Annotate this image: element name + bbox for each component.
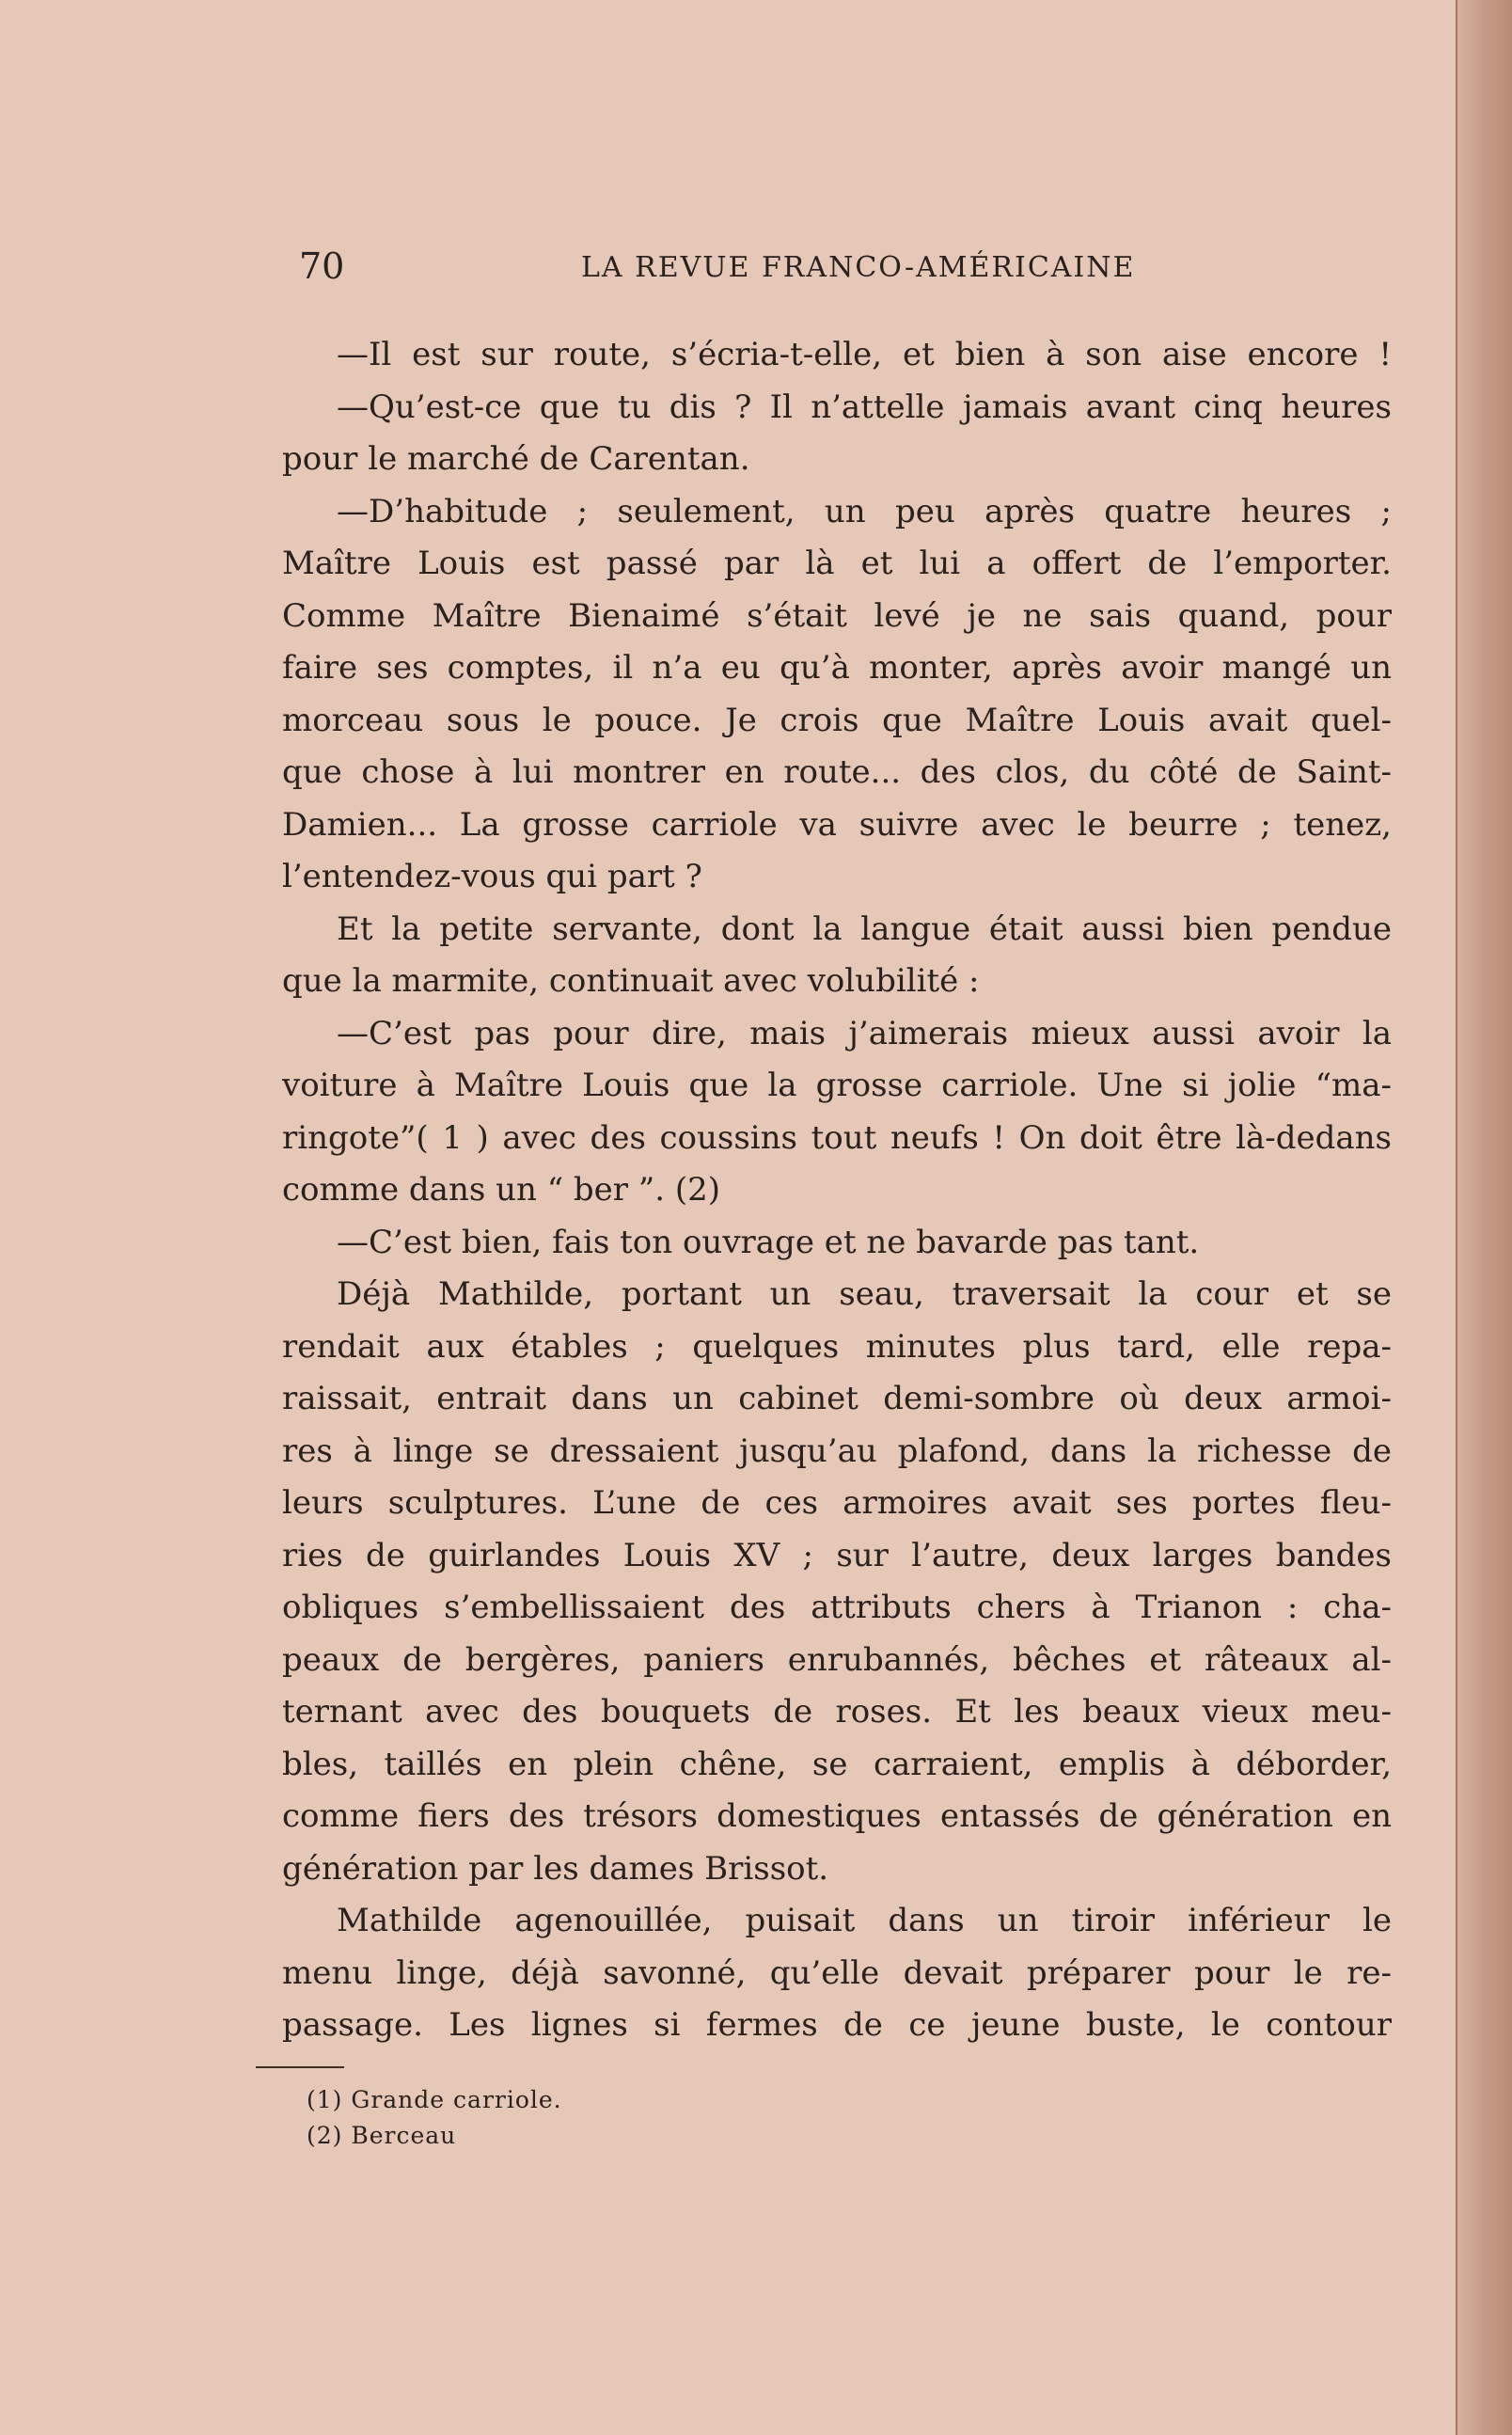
footnote: (1) Grande carriole.: [307, 2086, 562, 2113]
text-line: res à linge se dressaient jusqu’au plafond, dans la richesse de: [282, 1431, 1392, 1470]
text-line: peaux de bergères, paniers enrubannés, bêches et râteaux al-: [282, 1640, 1392, 1679]
text-line: génération par les dames Brissot.: [282, 1849, 829, 1888]
text-line: ternant avec des bouquets de roses. Et les beaux vieux meu-: [282, 1693, 1392, 1731]
text-line: Damien... La grosse carriole va suivre avec le beurre ; tenez,: [282, 805, 1392, 844]
running-head: [299, 243, 1409, 290]
footnotes: [307, 2082, 562, 2154]
text-line: —Qu’est-ce que tu dis ? Il n’attelle jamais avant cinq heures: [337, 387, 1392, 426]
text-line: voiture à Maître Louis que la grosse carriole. Une si jolie “ma-: [282, 1067, 1392, 1104]
text-line: ries de guirlandes Louis XV ; sur l’autre, deux larges bandes: [282, 1536, 1392, 1574]
text-line: Déjà Mathilde, portant un seau, traversait la cour et se: [337, 1275, 1392, 1313]
text-line: passage. Les lignes si fermes de ce jeune buste, le contour: [282, 2006, 1392, 2044]
text-line: rendait aux étables ; quelques minutes plus tard, elle repa-: [282, 1327, 1392, 1366]
text-line: Maître Louis est passé par là et lui a offert de l’emporter.: [282, 545, 1392, 582]
text-line: Comme Maître Bienaimé s’était levé je ne sais quand, pour: [282, 596, 1392, 635]
text-line: —C’est pas pour dire, mais j’aimerais mieux aussi avoir la: [337, 1014, 1392, 1052]
footnote-rule: [256, 2066, 344, 2068]
text-line: menu linge, déjà savonné, qu’elle devait préparer pour le re-: [282, 1953, 1392, 1992]
text-line: que la marmite, continuait avec volubilité :: [282, 962, 980, 1000]
text-line: que chose à lui montrer en route... des clos, du côté de Saint-: [282, 753, 1392, 791]
text-line: raissait, entrait dans un cabinet demi-sombre où deux armoi-: [282, 1380, 1392, 1417]
text-line: faire ses comptes, il n’a eu qu’à monter, après avoir mangé un: [282, 649, 1392, 687]
text-line: l’entendez-vous qui part ?: [282, 858, 702, 895]
text-line: comme fiers des trésors domestiques entassés de génération en: [282, 1797, 1392, 1835]
text-line: comme dans un “ ber ”. (2): [282, 1171, 721, 1209]
text-line: bles, taillés en plein chêne, se carraient, emplis à déborder,: [282, 1745, 1392, 1783]
body-text: [282, 329, 1392, 2052]
text-line: leurs sculptures. L’une de ces armoires avait ses portes fleu-: [282, 1484, 1392, 1522]
page-number: 70: [299, 245, 345, 287]
text-line: —D’habitude ; seulement, un peu après quatre heures ;: [337, 492, 1392, 530]
text-line: morceau sous le pouce. Je crois que Maître Louis avait quel-: [282, 701, 1392, 739]
page-edge: [1456, 0, 1512, 2435]
text-line: Et la petite servante, dont la langue était aussi bien pendue: [337, 909, 1392, 948]
text-line: —Il est sur route, s’écria-t-elle, et bien à son aise encore !: [337, 336, 1392, 373]
text-line: —C’est bien, fais ton ouvrage et ne bavarde pas tant.: [337, 1223, 1200, 1261]
footnote: (2) Berceau: [307, 2122, 457, 2149]
text-line: obliques s’embellissaient des attributs chers à Trianon : cha-: [282, 1589, 1392, 1626]
text-line: Mathilde agenouillée, puisait dans un tiroir inférieur le: [337, 1902, 1392, 1939]
text-line: pour le marché de Carentan.: [282, 440, 750, 478]
text-line: ringote”( 1 ) avec des coussins tout neufs ! On doit être là-dedans: [282, 1118, 1392, 1157]
journal-title: LA REVUE FRANCO-AMÉRICAINE: [581, 251, 1136, 284]
